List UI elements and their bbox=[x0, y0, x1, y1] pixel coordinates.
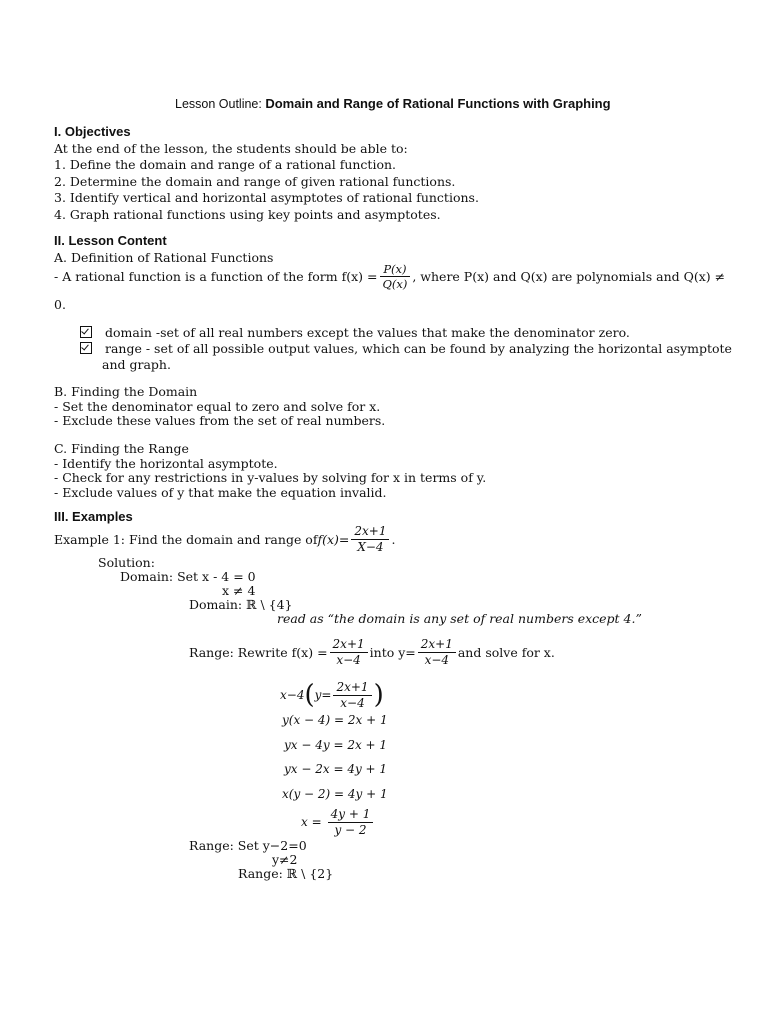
example-1 bbox=[54, 525, 395, 553]
example-1-equals: = bbox=[338, 531, 350, 547]
fraction-numerator: 4y + 1 bbox=[328, 808, 374, 823]
list-item: - Set the denominator equal to zero and solve for x. bbox=[54, 399, 381, 414]
checkbox-icon bbox=[80, 326, 92, 338]
domain-read-as: read as “the domain is any set of real numbers except 4.” bbox=[277, 611, 642, 626]
left-paren: ( bbox=[304, 680, 315, 710]
definition-wrap: 0. bbox=[54, 297, 66, 312]
range-step: Range: Set y−2=0 bbox=[189, 838, 307, 853]
fraction-denominator: Q(x) bbox=[382, 277, 408, 292]
examples-heading: III. Examples bbox=[54, 509, 133, 524]
algebra-step: y(x − 4) = 2x + 1 bbox=[282, 713, 388, 727]
fraction-numerator: 2x+1 bbox=[351, 525, 389, 540]
fraction-denominator: y − 2 bbox=[334, 822, 367, 837]
fraction-denominator: x−4 bbox=[424, 652, 450, 667]
fraction-denominator: X−4 bbox=[357, 539, 384, 554]
step-1-y: y= bbox=[314, 688, 332, 702]
algebra-step: x(y − 2) = 4y + 1 bbox=[282, 787, 388, 801]
objective-item: 1. Define the domain and range of a rational function. bbox=[54, 157, 397, 172]
step-6-fraction bbox=[328, 808, 374, 836]
solution-label: Solution: bbox=[98, 555, 155, 570]
objective-item: 2. Determine the domain and range of given rational functions. bbox=[54, 174, 456, 189]
section-b-title: B. Finding the Domain bbox=[54, 384, 198, 399]
range-rewrite-into: into y= bbox=[369, 644, 416, 660]
range-rewrite bbox=[189, 638, 555, 666]
example-1-text: Example 1: Find the domain and range of bbox=[54, 531, 318, 547]
bullet-range-wrap: and graph. bbox=[102, 357, 171, 372]
objectives-intro: At the end of the lesson, the students should be able to: bbox=[54, 141, 408, 156]
checkbox-icon bbox=[80, 342, 92, 354]
definition-text: - A rational function is a function of the form f(x) = bbox=[54, 269, 378, 285]
objective-item: 3. Identify vertical and horizontal asymptotes of rational functions. bbox=[54, 190, 479, 205]
range-result: Range: ℝ \ {2} bbox=[238, 866, 334, 881]
list-item: - Identify the horizontal asymptote. bbox=[54, 456, 278, 471]
algebra-step bbox=[280, 680, 384, 710]
definition-text-after: , where P(x) and Q(x) are polynomials and Q(x) ≠ bbox=[412, 269, 726, 285]
list-item bbox=[80, 341, 732, 356]
step-1-fraction bbox=[333, 681, 371, 709]
range-rewrite-text: Range: Rewrite f(x) = bbox=[189, 644, 328, 660]
range-step: y≠2 bbox=[272, 852, 298, 867]
example-1-period: . bbox=[391, 531, 396, 547]
algebra-step: yx − 4y = 2x + 1 bbox=[284, 738, 388, 752]
fraction-denominator: x−4 bbox=[336, 652, 361, 667]
example-1-function: f(x) bbox=[317, 531, 339, 547]
example-1-fraction bbox=[351, 525, 389, 553]
list-item: - Exclude these values from the set of real numbers. bbox=[54, 413, 386, 428]
fraction-numerator: 2x+1 bbox=[418, 638, 456, 653]
list-item bbox=[80, 325, 630, 340]
list-item: - Check for any restrictions in y-values by solving for x in terms of y. bbox=[54, 470, 487, 485]
fraction-numerator: 2x+1 bbox=[330, 638, 368, 653]
content-heading: II. Lesson Content bbox=[54, 233, 167, 248]
algebra-step: yx − 2x = 4y + 1 bbox=[284, 762, 388, 776]
domain-result: Domain: ℝ \ {4} bbox=[189, 597, 293, 612]
right-paren: ) bbox=[373, 680, 384, 710]
step-6-lhs: x = bbox=[301, 815, 322, 830]
definition-line bbox=[54, 263, 725, 290]
list-item: - Exclude values of y that make the equation invalid. bbox=[54, 485, 387, 500]
bullet-domain: domain -set of all real numbers except the values that make the denominator zero. bbox=[104, 325, 630, 340]
bullet-range: range - set of all possible output values, which can be found by analyzing the horizontal asymptote bbox=[104, 341, 732, 356]
domain-step: Domain: Set x - 4 = 0 bbox=[120, 569, 256, 584]
section-a-title: A. Definition of Rational Functions bbox=[54, 250, 274, 265]
objectives-heading: I. Objectives bbox=[54, 124, 131, 139]
step-1-factor: x−4 bbox=[280, 688, 305, 702]
title-main: Domain and Range of Rational Functions with Graphing bbox=[265, 96, 611, 111]
fraction-denominator: x−4 bbox=[340, 695, 365, 710]
objective-item: 4. Graph rational functions using key points and asymptotes. bbox=[54, 207, 441, 222]
range-fraction bbox=[330, 638, 368, 666]
fraction-numerator: 2x+1 bbox=[333, 681, 371, 696]
section-c-title: C. Finding the Range bbox=[54, 441, 189, 456]
definition-fraction bbox=[379, 263, 410, 290]
algebra-step bbox=[301, 808, 375, 836]
range-fraction bbox=[418, 638, 456, 666]
page-title bbox=[175, 96, 611, 112]
title-prefix: Lesson Outline: bbox=[175, 97, 266, 111]
fraction-numerator: P(x) bbox=[380, 263, 409, 277]
domain-step: x ≠ 4 bbox=[222, 583, 256, 598]
range-rewrite-solve: and solve for x. bbox=[457, 644, 555, 660]
